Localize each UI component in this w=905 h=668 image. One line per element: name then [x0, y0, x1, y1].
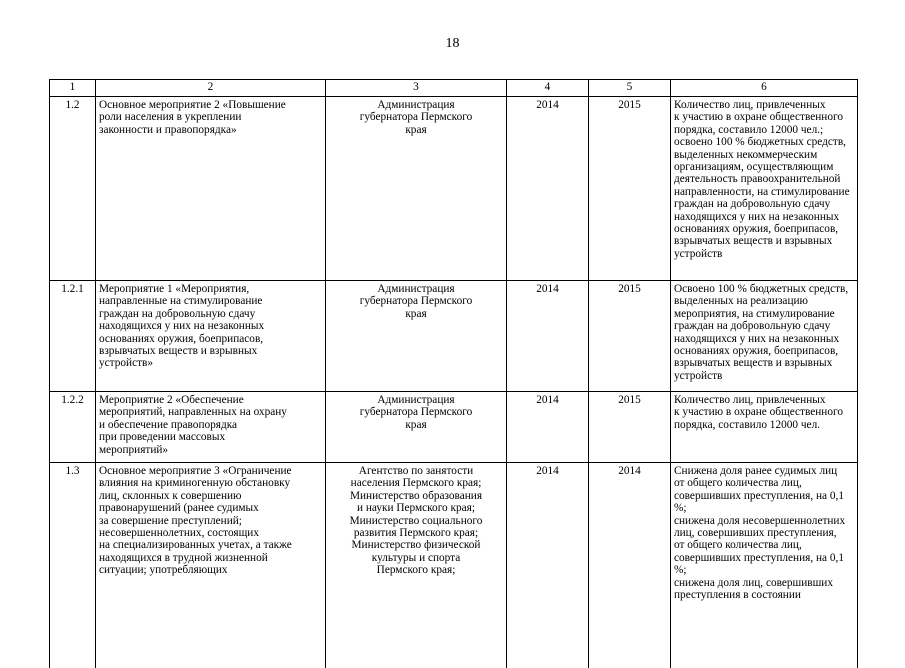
header-cell-2: 2: [96, 80, 326, 97]
header-row: [50, 80, 858, 97]
activity-name: Основное мероприятие 2 «Повышение роли населения в укреплении законности и правопорядка»: [96, 97, 326, 281]
table-row: [50, 97, 858, 281]
header-cell-6: 6: [671, 80, 858, 97]
expected-result: Количество лиц, привлеченных к участию в охране общественного порядка, составило 12000 чел.: [671, 392, 858, 463]
header-cell-3: 3: [326, 80, 507, 97]
table-row: [50, 281, 858, 392]
row-number: 1.2.2: [50, 392, 96, 463]
executor: Администрация губернатора Пермского края: [326, 281, 507, 392]
activity-name: Мероприятие 2 «Обеспечение мероприятий, направленных на охрану и обеспечение правопорядка при проведении массовых мероприятий»: [96, 392, 326, 463]
end-year: 2014: [589, 463, 671, 668]
start-year: 2014: [507, 97, 589, 281]
executor: Администрация губернатора Пермского края: [326, 392, 507, 463]
executor: Администрация губернатора Пермского края: [326, 97, 507, 281]
row-number: 1.2.1: [50, 281, 96, 392]
end-year: 2015: [589, 97, 671, 281]
expected-result: Количество лиц, привлеченных к участию в охране общественного порядка, составило 12000 чел.; освоено 100 % бюджетных средств, выделенных некоммерческим организациям, осуществляющим деятельность правоохранительной направленности, на стимулирование граждан на добровольную сдачу находящихся у них на незаконных основаниях оружия, боеприпасов, взрывчатых веществ и взрывных устройств: [671, 97, 858, 281]
end-year: 2015: [589, 392, 671, 463]
start-year: 2014: [507, 463, 589, 668]
header-cell-4: 4: [507, 80, 589, 97]
activity-name: Основное мероприятие 3 «Ограничение влияния на криминогенную обстановку лиц, склонных к совершению правонарушений (ранее судимых за совершение преступлений; несовершеннолетних, состоящих на специализированных учетах, а также находящихся в трудной жизненной ситуации; употребляющих: [96, 463, 326, 668]
page-number: 18: [0, 36, 905, 52]
row-number: 1.2: [50, 97, 96, 281]
header-cell-1: 1: [50, 80, 96, 97]
expected-result: Освоено 100 % бюджетных средств, выделенных на реализацию мероприятия, на стимулирование граждан на добровольную сдачу находящихся у них на незаконных основаниях оружия, боеприпасов, взрывчатых веществ и взрывных устройств: [671, 281, 858, 392]
activity-name: Мероприятие 1 «Мероприятия, направленные на стимулирование граждан на добровольную сдачу находящихся у них на незаконных основаниях оружия, боеприпасов, взрывчатых веществ и взрывных устройств»: [96, 281, 326, 392]
end-year: 2015: [589, 281, 671, 392]
header-cell-5: 5: [589, 80, 671, 97]
start-year: 2014: [507, 392, 589, 463]
start-year: 2014: [507, 281, 589, 392]
table-row: [50, 463, 858, 668]
table-row: [50, 392, 858, 463]
row-number: 1.3: [50, 463, 96, 668]
program-table: [49, 79, 858, 668]
expected-result: Снижена доля ранее судимых лиц от общего количества лиц, совершивших преступления, на 0,1 %; снижена доля несовершеннолетних лиц, совершивших преступления, от общего количества лиц, совершивших преступления, на 0,1 %; снижена доля лиц, совершивших преступления в состоянии: [671, 463, 858, 668]
executor: Агентство по занятости населения Пермского края; Министерство образования и науки Пермского края; Министерство социального развития Пермского края; Министерство физической культуры и спорта Пермского края;: [326, 463, 507, 668]
